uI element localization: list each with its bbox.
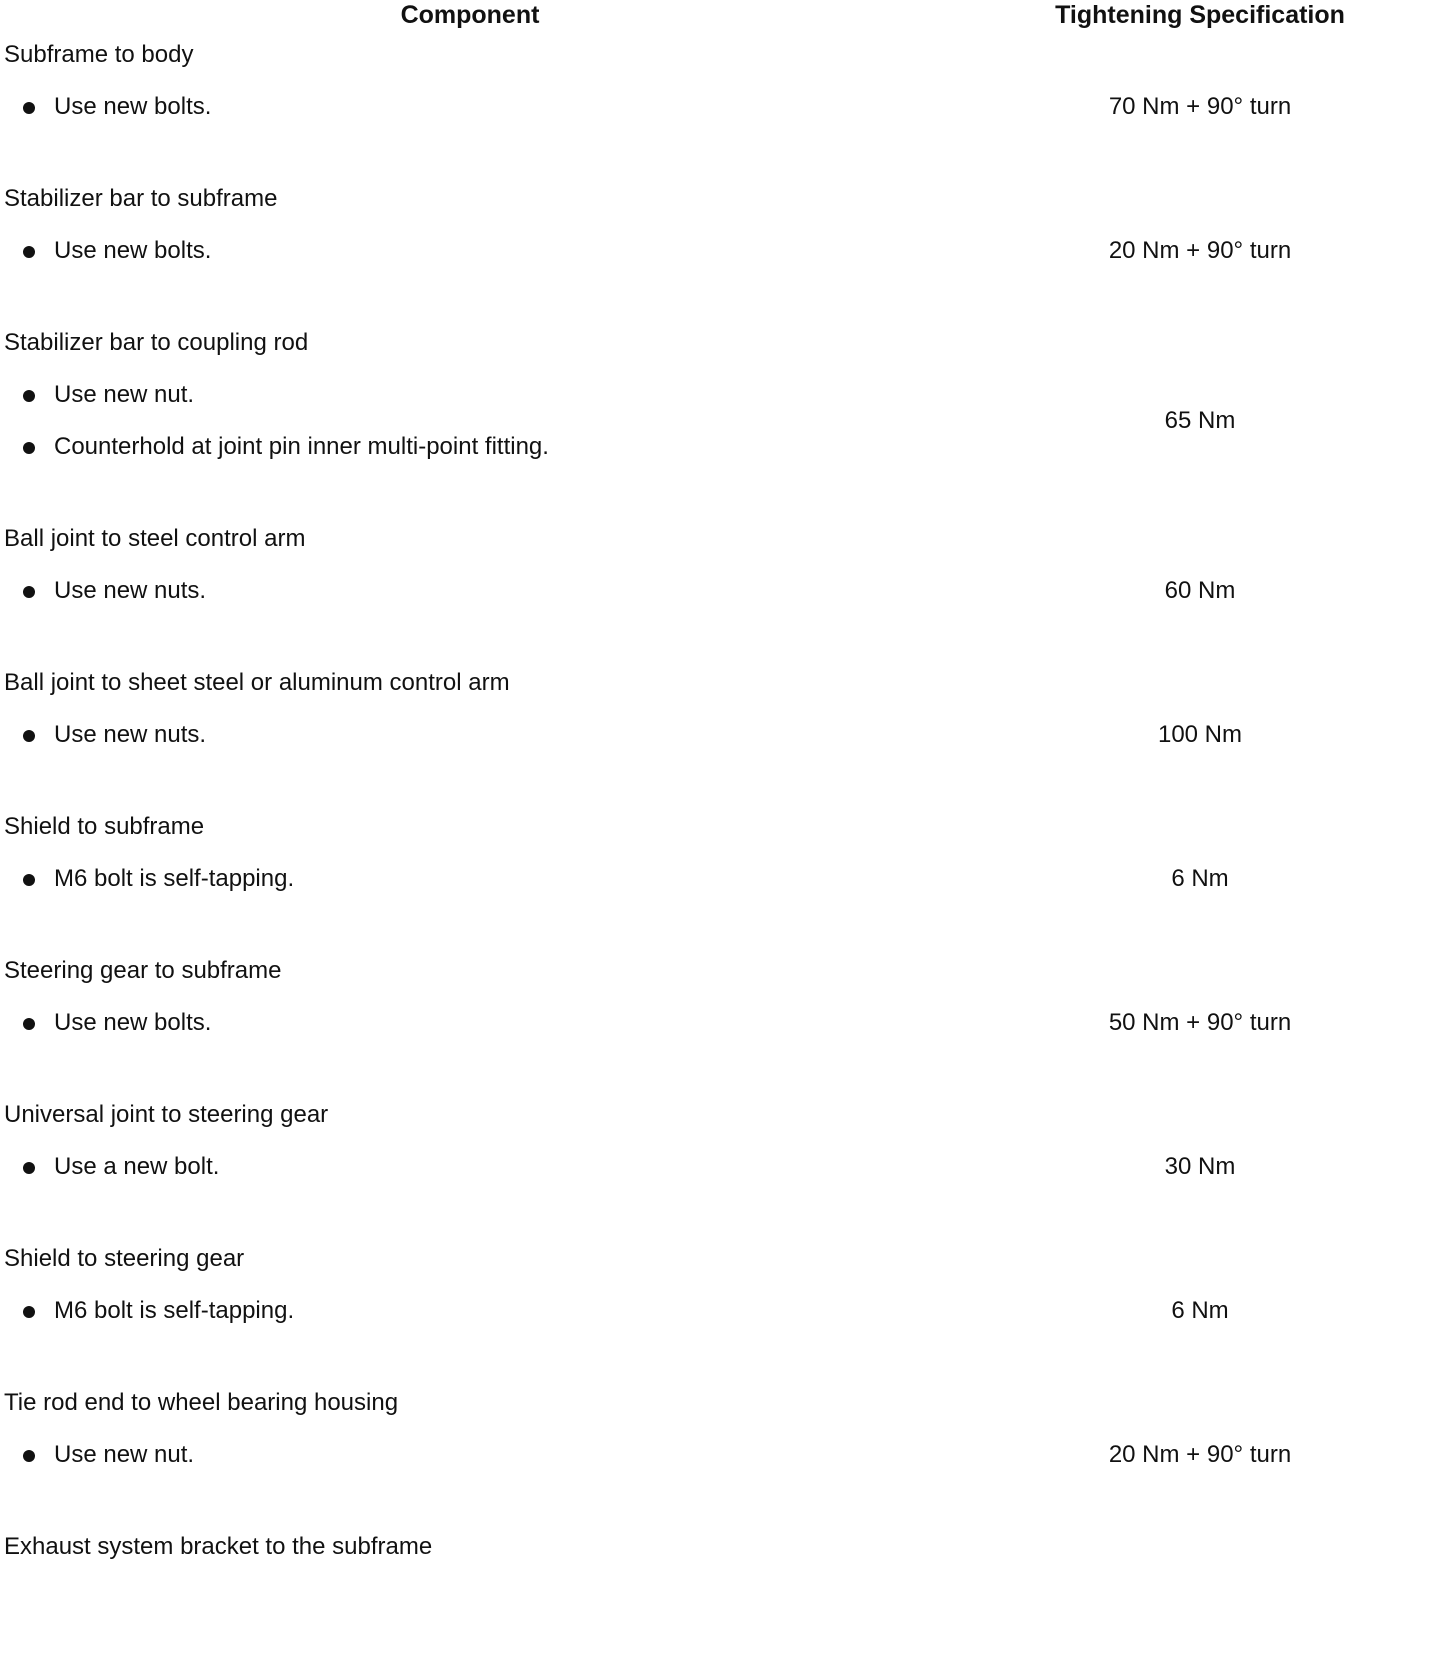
note-text: Use a new bolt.: [54, 1153, 220, 1180]
tightening-spec-value: 70 Nm + 90° turn: [1108, 93, 1292, 120]
bullet-icon: [23, 1306, 35, 1318]
note-item: [0, 720, 900, 750]
component-name: Stabilizer bar to subframe: [4, 185, 278, 212]
bullet-icon: [23, 1162, 35, 1174]
note-item: [0, 1296, 900, 1326]
component-name: Shield to subframe: [4, 813, 205, 840]
note-text: Use new bolts.: [54, 237, 212, 264]
bullet-icon: [23, 102, 35, 114]
note-item: [0, 1152, 900, 1182]
note-text: Use new nut.: [54, 1441, 195, 1468]
tightening-spec-value: 65 Nm: [1164, 407, 1236, 434]
note-item: [0, 432, 900, 462]
tightening-spec-value: 50 Nm + 90° turn: [1108, 1009, 1292, 1036]
bullet-icon: [23, 1018, 35, 1030]
component-name: Stabilizer bar to coupling rod: [4, 329, 309, 356]
note-text: Use new bolts.: [54, 93, 212, 120]
note-item: [0, 92, 900, 122]
component-name: Tie rod end to wheel bearing housing: [4, 1389, 399, 1416]
bullet-icon: [23, 246, 35, 258]
bullet-icon: [23, 390, 35, 402]
component-name: Shield to steering gear: [4, 1245, 245, 1272]
component-name: Universal joint to steering gear: [4, 1101, 329, 1128]
component-name: Ball joint to sheet steel or aluminum control arm: [4, 669, 510, 696]
note-item: [0, 864, 900, 894]
note-item: [0, 1440, 900, 1470]
tightening-spec-value: 6 Nm: [1171, 865, 1229, 892]
component-name: Subframe to body: [4, 41, 194, 68]
note-item: [0, 1008, 900, 1038]
bullet-icon: [23, 1450, 35, 1462]
note-item: [0, 576, 900, 606]
note-text: Use new nut.: [54, 381, 195, 408]
tightening-spec-value: 60 Nm: [1164, 577, 1236, 604]
note-text: M6 bolt is self-tapping.: [54, 1297, 295, 1324]
note-text: Counterhold at joint pin inner multi-point fitting.: [54, 433, 549, 460]
table-header: [0, 0, 1456, 30]
bullet-icon: [23, 586, 35, 598]
note-text: Use new nuts.: [54, 721, 207, 748]
column-header-component: Component: [400, 1, 540, 29]
bullet-icon: [23, 874, 35, 886]
bullet-icon: [23, 730, 35, 742]
note-text: Use new bolts.: [54, 1009, 212, 1036]
note-item: [0, 236, 900, 266]
component-name: Steering gear to subframe: [4, 957, 282, 984]
tightening-spec-value: 30 Nm: [1164, 1153, 1236, 1180]
note-text: M6 bolt is self-tapping.: [54, 865, 295, 892]
note-item: [0, 380, 900, 410]
tightening-spec-value: 100 Nm: [1157, 721, 1243, 748]
tightening-spec-value: 6 Nm: [1171, 1297, 1229, 1324]
bullet-icon: [23, 442, 35, 454]
component-name: Exhaust system bracket to the subframe: [4, 1533, 433, 1560]
tightening-spec-value: 20 Nm + 90° turn: [1108, 237, 1292, 264]
tightening-spec-value: 20 Nm + 90° turn: [1108, 1441, 1292, 1468]
note-text: Use new nuts.: [54, 577, 207, 604]
component-name: Ball joint to steel control arm: [4, 525, 306, 552]
column-header-tightening-specification: Tightening Specification: [1055, 1, 1345, 29]
